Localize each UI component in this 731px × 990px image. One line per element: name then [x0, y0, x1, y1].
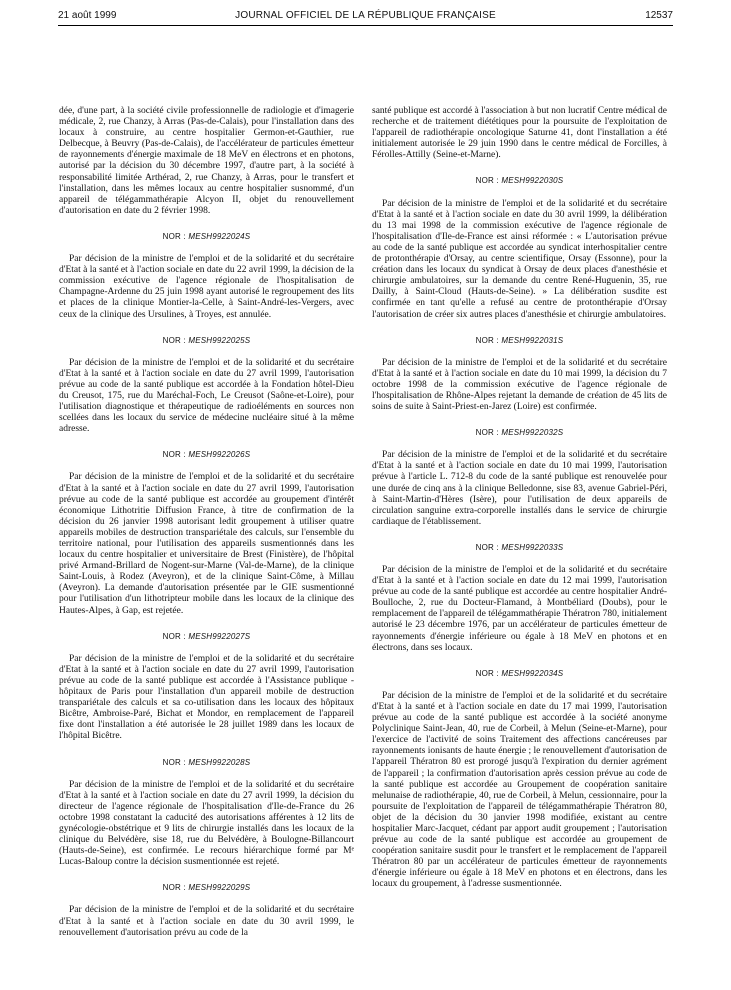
nor-code: MESH9922025S: [188, 335, 251, 345]
paragraph: Par décision de la ministre de l'emploi et de la solidarité et du secrétaire d'Etat à la santé et à l'action sociale en date du 10 mai 1999, la décision du 7 octobre 1998 de la commission exécutive de l'agence régionale de l'hospitalisation de Rhône-Alpes rejetant la demande de création de 45 lits de soins de suite à Saint-Priest-en-Jarez (Loire) est confirmée.: [372, 357, 667, 413]
left-column: [59, 106, 354, 949]
paragraph: Par décision de la ministre de l'emploi et de la solidarité et du secrétaire d'Etat à la santé et à l'action sociale en date du 22 avril 1999, la décision de la commission exécutive de l'agence régionale de l'hospitalisation de Champagne-Ardenne du 25 juin 1998 ayant autorisé le regroupement des lits et places de la clinique Montier-la-Celle, à Saint-André-les-Vergers, avec ceux de la clinique des Ursulines, à Troyes, est annulée.: [59, 254, 354, 320]
paragraph: santé publique est accordé à l'association à but non lucratif Centre médical de recherche et de traitement diététiques pour la poursuite de l'exploitation de l'appareil de radiothérapie oncologique Saturne 41, dont l'installation a été initialement autorisée le 29 juin 1990 dans le centre médical de Forcilles, à Férolles-Attilly (Seine-et-Marne).: [372, 106, 667, 161]
header-date: 21 août 1999: [58, 10, 117, 21]
nor-code: MESH9922026S: [188, 450, 251, 460]
nor-label: NOR :: [475, 668, 499, 678]
nor-label: NOR :: [475, 542, 499, 552]
nor-code: MESH9922024S: [188, 231, 251, 241]
paragraph: Par décision de la ministre de l'emploi et de la solidarité et du secrétaire d'Etat à la santé et à l'action sociale en date du 27 avril 1999, la décision du directeur de l'agence régionale de l'hospitalisation d'Ile-de-France du 26 octobre 1998 constatant la caducité des autorisations afférentes à 12 lits de gynécologie-obstétrique et 9 lits de chirurgie installés dans les locaux de la clinique du Belvédère, sise 18, rue du Belvédère, à Boulogne-Billancourt (Hauts-de-Seine), est confirmée. Le recours hiérarchique formé par Mᵉ Lucas-Baloup contre la décision susmentionnée est rejeté.: [59, 779, 354, 868]
nor-label: NOR :: [475, 176, 499, 186]
paragraph: Par décision de la ministre de l'emploi et de la solidarité et du secrétaire d'Etat à la santé et à l'action sociale en date du 12 mai 1999, l'autorisation prévue au code de la santé publique est accordée au centre hospitalier André-Boulloche, 2, rue du Docteur-Flamand, à Montbéliard (Doubs), pour le remplacement de l'appareil de télégammathérapie Thératron 780, initialement autorisé le 23 décembre 1976, par un accélérateur de particules émetteur de rayonnements d'énergie inférieure ou égale à 18 MeV en photons et en électrons, dans ses locaux.: [372, 565, 667, 653]
header-page-number: 12537: [645, 10, 673, 21]
nor-code: MESH9922033S: [501, 542, 564, 552]
paragraph: Par décision de la ministre de l'emploi et de la solidarité et du secrétaire d'Etat à la santé et à l'action sociale en date du 27 avril 1999, l'autorisation prévue au code de la santé publique est accordée au groupement d'intérêt économique Lithotritie Diffusion France, à titre de confirmation de la décision du 26 janvier 1998 autorisant ledit groupement à utiliser quatre appareils mobiles de destruction transpariétale des calculs, sur l'ensemble du territoire national, pour l'utilisation des appareils susmentionnés dans les locaux du centre hospitalier et universitaire de Brest (Finistère), de l'hôpital privé Armand-Brillard de Nogent-sur-Marne (Val-de-Marne), de la clinique Saint-Louis, à Rodez (Aveyron), et de la clinique Saint-Côme, à Millau (Aveyron). La demande d'autorisation présentée par le GIE susmentionné pour l'utilisation d'un lithotripteur mobile dans les locaux de la clinique des Hautes-Alpes, à Gap, est rejetée.: [59, 472, 354, 616]
nor-reference: [372, 335, 667, 346]
nor-code: MESH9922028S: [188, 757, 251, 767]
paragraph: Par décision de la ministre de l'emploi et de la solidarité et du secrétaire d'Etat à la santé et à l'action sociale en date du 17 mai 1999, l'autorisation prévue au code de la santé publique est accordée à la société anonyme Polyclinique Saint-Jean, 40, rue de Corbeil, à Melun (Seine-et-Marne), pour l'exercice de l'activité de soins Traitement des affections cancéreuses par rayonnements ionisants de haute énergie ; le renouvellement d'autorisation de l'appareil Thératron 80 est prorogé jusqu'à l'expiration du dernier agrément de l'appareil ; la confirmation d'autorisation après cession prévue au code de la santé publique est accordée au Groupement de coopération sanitaire melunaise de radiothérapie, 40, rue de Corbeil, à Melun, cessionnaire, pour la poursuite de l'exploitation de l'appareil de télégammathérapie Thératron 80, objet de la décision du 30 janvier 1998 modifiée, existant au centre hospitalier Marc-Jacquet, cédant par apport audit groupement ; l'autorisation prévue au code de la santé publique est accordée au groupement de coopération sanitaire susdit pour le transfert et le remplacement de l'appareil Thératron 80 par un accélérateur de particules émetteur de rayonnements d'énergie inférieure ou égale à 18 MeV en photons et en électrons, dans les locaux du groupement, à l'adresse susmentionnée.: [372, 690, 667, 890]
nor-code: MESH9922031S: [501, 335, 564, 345]
nor-label: NOR :: [162, 335, 186, 345]
nor-reference: [59, 882, 354, 893]
nor-reference: [372, 668, 667, 679]
right-column: [372, 106, 667, 901]
nor-reference: [372, 542, 667, 553]
nor-label: NOR :: [162, 883, 186, 893]
nor-label: NOR :: [162, 757, 186, 767]
nor-label: NOR :: [475, 335, 499, 345]
nor-reference: [372, 427, 667, 438]
paragraph: dée, d'une part, à la société civile professionnelle de radiologie et d'imagerie médicale, 2, rue Chanzy, à Arras (Pas-de-Calais), pour l'installation dans des locaux à construire, au centre hospitalier Germon-et-Gauthier, rue Delbecque, à Beuvry (Pas-de-Calais), de l'accélérateur de particules émetteur de rayonnements d'énergie maximale de 18 MeV en électrons et en photons, autorisé par la décision du 30 décembre 1997, d'autre part, à la société à responsabilité limitée Arthérad, 2, rue Chanzy, à Arras, pour le transfert et l'installation, dans les mêmes locaux au centre hospitalier susnommé, d'un appareil de télégammathérapie Alcyon II, objet du renouvellement d'autorisation en date du 2 février 1998.: [59, 106, 354, 216]
nor-code: MESH9922030S: [501, 176, 564, 186]
header-rule: [58, 25, 673, 26]
nor-code: MESH9922032S: [501, 428, 564, 438]
header-title: JOURNAL OFFICIEL DE LA RÉPUBLIQUE FRANÇAISE: [235, 10, 496, 21]
nor-reference: [59, 757, 354, 768]
nor-label: NOR :: [162, 631, 186, 641]
nor-label: NOR :: [162, 231, 186, 241]
nor-reference: [372, 175, 667, 186]
page-header: [58, 10, 673, 24]
paragraph: Par décision de la ministre de l'emploi et de la solidarité et du secrétaire d'Etat à la santé et à l'action sociale en date du 30 avril 1999, la délibération du 13 mai 1998 de la commission exécutive de l'agence régionale de l'hospitalisation d'Ile-de-France est ainsi réformée : « L'autorisation prévue au code de la santé publique est accordée au syndicat interhospitalier centre de protonthérapie d'Orsay, au centre scientifique, Orsay (Essonne), pour la création dans les locaux du syndicat à Orsay de deux places d'anesthésie et chirurgie ambulatoires, sur la demande du centre René-Huguenin, 35, rue Dailly, à Saint-Cloud (Hauts-de-Seine). » La délibération susdite est confirmée en tant qu'elle a refusé au centre de protonthérapie d'Orsay l'autorisation de créer six autres places d'anesthésie et chirurgie ambulatoires.: [372, 198, 667, 320]
paragraph: Par décision de la ministre de l'emploi et de la solidarité et du secrétaire d'Etat à la santé et à l'action sociale en date du 10 mai 1999, l'autorisation prévue à l'article L. 712-8 du code de la santé publique est renouvelée pour une durée de cinq ans à la clinique Belledonne, sise 83, avenue Gabriel-Péri, à Saint-Martin-d'Hères (Isère), pour l'utilisation de deux appareils de circulation sanguine extra-corporelle installés dans le service de chirurgie cardiaque de l'établissement.: [372, 450, 667, 527]
nor-code: MESH9922034S: [501, 668, 564, 678]
paragraph: Par décision de la ministre de l'emploi et de la solidarité et du secrétaire d'Etat à la santé et à l'action sociale en date du 30 avril 1999, le renouvellement d'autorisation prévu au code de la: [59, 905, 354, 938]
nor-code: MESH9922027S: [188, 631, 251, 641]
nor-reference: [59, 231, 354, 242]
nor-code: MESH9922029S: [188, 883, 251, 893]
paragraph: Par décision de la ministre de l'emploi et de la solidarité et du secrétaire d'Etat à la santé et à l'action sociale en date du 27 avril 1999, l'autorisation prévue au code de la santé publique est accordée à l'Assistance publique - hôpitaux de Paris pour l'installation d'un appareil mobile de destruction transpariétale des calculs et sa co-utilisation dans les locaux des hôpitaux Bicêtre, Ambroise-Paré, Bichat et Mondor, en remplacement de l'appareil fixe dont l'installation a été autorisée le 28 juillet 1989 dans les locaux de l'hôpital Bicêtre.: [59, 653, 354, 742]
nor-label: NOR :: [162, 450, 186, 460]
nor-reference: [59, 449, 354, 460]
nor-label: NOR :: [475, 428, 499, 438]
paragraph: Par décision de la ministre de l'emploi et de la solidarité et du secrétaire d'Etat à la santé et à l'action sociale en date du 27 avril 1999, l'autorisation prévue au code de la santé publique est accordée à la Fondation hôtel-Dieu du Creusot, 175, rue du Maréchal-Foch, Le Creusot (Saône-et-Loire), pour l'utilisation diagnostique et thérapeutique de radioéléments en sources non scellées dans les locaux du service de médecine nucléaire situé à la même adresse.: [59, 357, 354, 435]
nor-reference: [59, 631, 354, 642]
nor-reference: [59, 335, 354, 346]
